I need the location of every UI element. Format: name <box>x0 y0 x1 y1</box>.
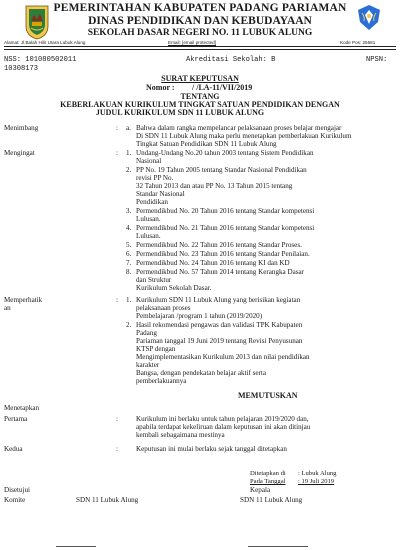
postal-code: Kode Pos: 25581 <box>340 40 376 45</box>
header-rule-thick <box>4 46 396 47</box>
tentang-label: TENTANG <box>180 92 220 101</box>
memperhatikan-item-line: pelaksanaan proses <box>136 304 191 312</box>
tanggal-label: Pada Tanggal <box>250 478 286 485</box>
kepala-school: SDN 11 Lubuk Alung <box>240 496 303 504</box>
memperhatikan-item-line: Hasil rekomendasi pengawas dan validasi TPK Kabupaten <box>136 321 303 329</box>
memperhatikan-item-line: Pariaman tanggal 19 Juni 2019 tentang Revisi Penyusunan <box>136 337 303 345</box>
mengingat-item-line: Undang-Undang No.20 tahun 2003 tentang Sistem Pendidikan <box>136 149 314 157</box>
mengingat-item-number: 6. <box>126 250 132 258</box>
mengingat-item-line: 32 Tahun 2013 dan atau PP No. 13 Tahun 2015 tentang <box>136 182 293 190</box>
memperhatikan-item-line: Kurikulum SDN 11 Lubuk Alung yang berisikan kegiatan <box>136 296 301 304</box>
mengingat-colon: : <box>116 149 118 157</box>
department-name: DINAS PENDIDIKAN DAN KEBUDAYAAN <box>88 15 312 27</box>
school-address: Alamat: Jl.Balah Hilir Utara Lubuk Alung <box>4 40 86 45</box>
menetapkan-label: Menetapkan <box>4 404 40 412</box>
memperhatikan-item-line: karakter <box>136 361 160 369</box>
komite-label: Komite <box>4 496 26 504</box>
mengingat-item-number: 4. <box>126 224 132 232</box>
kedua-text: Keputusan ini mulai berlaku sejak tanggal ditetapkan <box>136 445 287 453</box>
memutuskan-heading: MEMUTUSKAN <box>238 391 298 400</box>
mengingat-item-number: 5. <box>126 241 132 249</box>
mengingat-item-line: Permendikbud No. 20 Tahun 2016 tentang Standar kompetensi <box>136 207 315 215</box>
mengingat-item-line: dan Struktur <box>136 276 172 284</box>
mengingat-item-line: Lulusan. <box>136 215 161 223</box>
pertama-line: kembali sebagaimana mestinya <box>136 431 225 439</box>
mengingat-item-line: Standar Nasional <box>136 190 185 198</box>
menimbang-label: Menimbang <box>4 124 39 132</box>
akreditasi: Akreditasi Sekolah: B <box>186 56 276 64</box>
menimbang-line: Di SDN 11 Lubuk Alung maka perlu menetapkan pemberlakuan Kurikulum <box>136 132 352 140</box>
mengingat-item-number: 8. <box>126 268 132 276</box>
mengingat-item-line: Kurikulum Sekolah Dasar. <box>136 284 212 292</box>
decree-subject-line-2: JUDUL KURIKULUM SDN 11 LUBUK ALUNG <box>95 108 265 117</box>
mengingat-item-number: 1. <box>126 149 132 157</box>
school-email[interactable]: Email: [email protected] <box>168 40 216 45</box>
mengingat-item-line: Permendikbud No. 24 Tahun 2016 tentang KI dan KD <box>136 259 290 267</box>
memperhatikan-label-cont: an <box>4 304 11 312</box>
ditetapkan-label: Ditetapkan di <box>250 470 286 477</box>
mengingat-item-line: Permendikbud No. 22 Tahun 2016 tentang Standar Proses. <box>136 241 302 249</box>
pertama-label: Pertama <box>4 415 28 423</box>
memperhatikan-item-line: KTSP dengan <box>136 345 176 353</box>
memperhatikan-item-line: Mengimplementasikan Kurikulum 2013 dan nilai pendidikan <box>136 353 310 361</box>
memperhatikan-item-line: Pembelajaran /program 1 tahun (2019/2020) <box>136 312 263 320</box>
mengingat-item-number: 2. <box>126 166 132 174</box>
pertama-line: Kurikulum ini berlaku untuk tahun pelajaran 2019/2020 dan, <box>136 415 309 423</box>
mengingat-label: Mengingat <box>4 149 35 157</box>
ditetapkan-value: : Lubuk Alung <box>298 470 337 477</box>
header-rule-thin <box>4 49 396 50</box>
kepala-signature-line <box>248 546 308 547</box>
memperhatikan-item-line: Bangsa, dengan pendekatan belajar aktif serta <box>136 369 266 377</box>
menimbang-line: Tingkat Satuan Pendidikan SDN 11 Lubuk Alung <box>136 140 277 148</box>
decree-heading: SURAT KEPUTUSAN <box>161 74 239 83</box>
decree-subject-line-1: KEBERLAKUAN KURIKULUM TINGKAT SATUAN PENDIDIKAN DENGAN <box>60 100 340 109</box>
memperhatikan-label: Memperhatik <box>4 296 43 304</box>
npsn-label: NPSN: <box>366 56 388 64</box>
mengingat-item-line: Lulusan. <box>136 232 161 240</box>
mengingat-item-number: 3. <box>126 207 132 215</box>
mengingat-item-line: Pendidikan <box>136 198 168 206</box>
school-name: SEKOLAH DASAR NEGERI NO. 11 LUBUK ALUNG <box>87 28 313 38</box>
nss: NSS: 101080502011 <box>4 56 77 64</box>
npsn-value: 10308173 <box>4 65 39 73</box>
komite-school: SDN 11 Lubuk Alung <box>76 496 139 504</box>
memperhatikan-item-number: 2. <box>126 321 132 329</box>
komite-signature-line <box>56 546 96 547</box>
tanggal-value: : 19 Juli 2019 <box>298 478 335 485</box>
memperhatikan-colon: : <box>116 296 118 304</box>
kedua-label: Kedua <box>4 445 23 453</box>
kepala-label: Kepala <box>250 486 271 494</box>
decree-number-label: Nomor : <box>146 83 175 92</box>
decree-number: / /LA-11/VII/2019 <box>192 83 253 92</box>
pertama-line: apabila terdapat kekeliruan dalam keputusan ini akan ditinjau <box>136 423 311 431</box>
kedua-colon: : <box>116 445 118 453</box>
pertama-colon: : <box>116 415 118 423</box>
menimbang-marker: a. <box>126 124 131 132</box>
memperhatikan-item-number: 1. <box>126 296 132 304</box>
agency-name: PEMERINTAHAN KABUPATEN PADANG PARIAMAN <box>53 2 347 14</box>
mengingat-item-line: Permendikbud No. 21 Tahun 2016 tentang Standar kompetensi <box>136 224 315 232</box>
mengingat-item-number: 7. <box>126 259 132 267</box>
menimbang-line: Bahwa dalam rangka mempelancar pelaksanaan proses belajar mengajar <box>136 124 342 132</box>
memperhatikan-item-line: Padang <box>136 329 157 337</box>
mengingat-item-line: PP No. 19 Tahun 2005 tentang Standar Nasional Pendidikan <box>136 166 307 174</box>
mengingat-item-line: revisi PP No. <box>136 174 174 182</box>
mengingat-item-line: Nasional <box>136 157 162 165</box>
mengingat-item-line: Permendikbud No. 23 Tahun 2016 tentang Standar Penilaian. <box>136 250 310 258</box>
memperhatikan-item-line: pemberlakuannya <box>136 377 187 385</box>
menimbang-colon: : <box>116 124 118 132</box>
mengingat-item-line: Permendikbud No. 57 Tahun 2014 tentang Kerangka Dasar <box>136 268 305 276</box>
disetujui-label: Disetujui <box>4 486 31 494</box>
